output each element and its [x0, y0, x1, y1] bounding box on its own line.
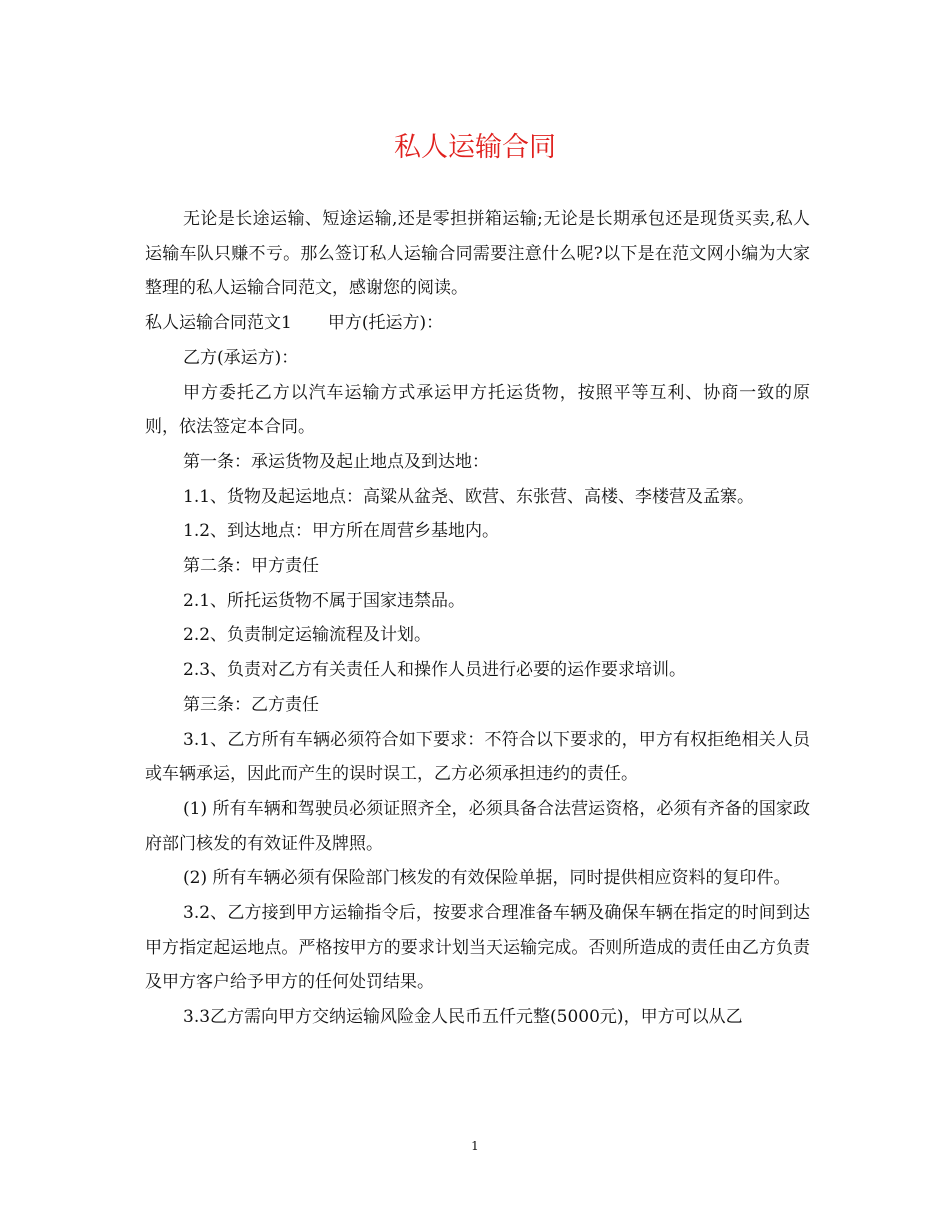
sample-heading: 私人运输合同范文1: [145, 313, 292, 334]
party-a-label: 甲方(托运方)：: [327, 313, 444, 334]
preamble-paragraph: 甲方委托乙方以汽车运输方式承运甲方托运货物，按照平等互利、协商一致的原则，依法签定本合同。: [145, 382, 810, 438]
party-b-label: 乙方(承运方)：: [183, 347, 299, 368]
clause-1-1: 1.1、货物及起运地点：高粱从盆尧、欧营、东张营、高楼、李楼营及孟寨。: [183, 486, 755, 507]
clause-3-1-item-1: (1) 所有车辆和驾驶员必须证照齐全，必须具备合法营运资格，必须有齐备的国家政府部门核发的有效证件及牌照。: [145, 798, 810, 854]
article-2-heading: 第二条：甲方责任: [183, 556, 319, 577]
clause-2-1: 2.1、所托运货物不属于国家违禁品。: [183, 590, 466, 611]
clause-2-3: 2.3、负责对乙方有关责任人和操作人员进行必要的运作要求培训。: [183, 660, 687, 681]
page-number: 1: [471, 1139, 479, 1153]
article-3-heading: 第三条：乙方责任: [183, 694, 319, 715]
clause-2-2: 2.2、负责制定运输流程及计划。: [183, 625, 432, 646]
article-1-heading: 第一条：承运货物及起止地点及到达地：: [183, 451, 489, 472]
clause-3-3: 3.3乙方需向甲方交纳运输风险金人民币五仟元整(5000元)，甲方可以从乙: [183, 1007, 743, 1028]
intro-paragraph: 无论是长途运输、短途运输,还是零担拼箱运输;无论是长期承包还是现货买卖,私人运输车队只赚不亏。那么签订私人运输合同需要注意什么呢?以下是在范文网小编为大家整理的私人运输合同范文，感谢您的阅读。: [145, 209, 810, 299]
clause-1-2: 1.2、到达地点：甲方所在周营乡基地内。: [183, 521, 500, 542]
document-title: 私人运输合同: [394, 132, 556, 163]
sample-heading-line: [145, 306, 810, 341]
document-body: [145, 202, 810, 1035]
clause-3-2: 3.2、乙方接到甲方运输指令后，按要求合理准备车辆及确保车辆在指定的时间到达甲方指定起运地点。严格按甲方的要求计划当天运输完成。否则所造成的责任由乙方负责及甲方客户给予甲方的任何处罚结果。: [145, 903, 810, 993]
clause-3-1: 3.1、乙方所有车辆必须符合如下要求：不符合以下要求的，甲方有权拒绝相关人员或车辆承运，因此而产生的误时误工，乙方必须承担违约的责任。: [145, 729, 810, 785]
clause-3-1-item-2: (2) 所有车辆必须有保险部门核发的有效保险单据，同时提供相应资料的复印件。: [183, 868, 791, 889]
